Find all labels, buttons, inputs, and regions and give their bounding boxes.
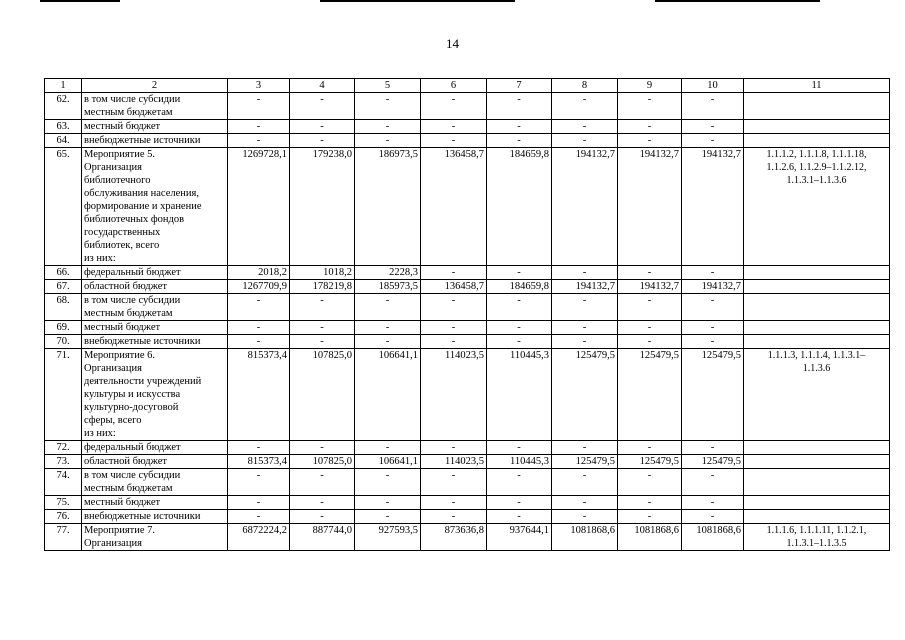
refs-line: 1.1.1.2, 1.1.1.8, 1.1.1.18, <box>766 149 867 160</box>
row-name <box>82 93 228 120</box>
value-cell: - <box>355 441 421 455</box>
value-cell: 1081868,6 <box>682 524 744 551</box>
refs-cell <box>744 93 890 120</box>
row-name <box>82 321 228 335</box>
row-name-line: Организация <box>84 538 142 549</box>
refs-cell <box>744 496 890 510</box>
value-cell: - <box>290 321 355 335</box>
value-cell: 110445,3 <box>487 455 552 469</box>
value-cell: 178219,8 <box>290 280 355 294</box>
value-cell: - <box>552 321 618 335</box>
table-row <box>45 455 890 469</box>
value-cell: 179238,0 <box>290 148 355 266</box>
row-name-line: государственных <box>84 227 161 238</box>
table-row <box>45 134 890 148</box>
row-name-line: Мероприятие 7. <box>84 525 156 536</box>
value-cell: - <box>552 441 618 455</box>
value-cell: - <box>421 134 487 148</box>
row-name <box>82 349 228 441</box>
value-cell: - <box>421 441 487 455</box>
value-cell: - <box>290 441 355 455</box>
refs-cell <box>744 455 890 469</box>
value-cell: - <box>682 496 744 510</box>
row-name-line: в том числе субсидии <box>84 94 181 105</box>
value-cell: - <box>487 294 552 321</box>
value-cell: - <box>552 510 618 524</box>
value-cell: 136458,7 <box>421 280 487 294</box>
column-header: 11 <box>744 79 890 93</box>
value-cell: 1081868,6 <box>618 524 682 551</box>
value-cell: 125479,5 <box>552 455 618 469</box>
value-cell: 873636,8 <box>421 524 487 551</box>
table-row <box>45 321 890 335</box>
row-name-line: внебюджетные источники <box>84 511 201 522</box>
value-cell: 184659,8 <box>487 148 552 266</box>
row-name-line: библиотек, всего <box>84 240 160 251</box>
refs-cell <box>744 469 890 496</box>
value-cell: - <box>682 266 744 280</box>
row-name-line: обслуживания населения, <box>84 188 199 199</box>
column-header: 6 <box>421 79 487 93</box>
value-cell: - <box>618 294 682 321</box>
value-cell: 107825,0 <box>290 349 355 441</box>
value-cell: - <box>228 496 290 510</box>
value-cell: - <box>355 469 421 496</box>
budget-table <box>44 78 890 551</box>
row-name <box>82 335 228 349</box>
top-rule-left <box>40 0 120 2</box>
value-cell: - <box>487 441 552 455</box>
refs-line: 1.1.3.1–1.1.3.5 <box>786 538 847 549</box>
table-row <box>45 349 890 441</box>
value-cell: 106641,1 <box>355 349 421 441</box>
row-name-line: местный бюджет <box>84 121 161 132</box>
row-name-line: Организация <box>84 363 142 374</box>
value-cell: - <box>421 294 487 321</box>
row-name <box>82 120 228 134</box>
value-cell: 194132,7 <box>618 280 682 294</box>
value-cell: 887744,0 <box>290 524 355 551</box>
row-name-line: Мероприятие 5. <box>84 149 156 160</box>
value-cell: - <box>487 496 552 510</box>
table-body <box>45 93 890 551</box>
value-cell: - <box>355 294 421 321</box>
row-number: 69. <box>45 321 82 335</box>
value-cell: - <box>228 120 290 134</box>
row-number: 77. <box>45 524 82 551</box>
refs-cell <box>744 441 890 455</box>
value-cell: - <box>355 335 421 349</box>
value-cell: 194132,7 <box>552 280 618 294</box>
value-cell: - <box>552 266 618 280</box>
value-cell: 136458,7 <box>421 148 487 266</box>
value-cell: - <box>618 266 682 280</box>
row-number: 76. <box>45 510 82 524</box>
value-cell: 125479,5 <box>552 349 618 441</box>
row-number: 67. <box>45 280 82 294</box>
value-cell: - <box>228 321 290 335</box>
value-cell: - <box>290 510 355 524</box>
row-name-line: из них: <box>84 428 116 439</box>
value-cell: - <box>552 134 618 148</box>
value-cell: - <box>487 134 552 148</box>
row-name-line: Организация <box>84 162 142 173</box>
value-cell: - <box>228 441 290 455</box>
value-cell: - <box>487 266 552 280</box>
value-cell: 125479,5 <box>618 455 682 469</box>
value-cell: - <box>487 93 552 120</box>
row-name-line: внебюджетные источники <box>84 135 201 146</box>
value-cell: - <box>421 321 487 335</box>
refs-cell <box>744 148 890 266</box>
row-name <box>82 455 228 469</box>
row-number: 62. <box>45 93 82 120</box>
value-cell: - <box>355 321 421 335</box>
value-cell: - <box>552 294 618 321</box>
value-cell: - <box>228 93 290 120</box>
column-header: 9 <box>618 79 682 93</box>
row-name <box>82 441 228 455</box>
value-cell: - <box>228 469 290 496</box>
value-cell: 194132,7 <box>682 148 744 266</box>
value-cell: - <box>228 335 290 349</box>
column-number-header <box>45 79 890 93</box>
top-rule-center <box>320 0 515 2</box>
row-name-line: местный бюджет <box>84 322 161 333</box>
column-header: 8 <box>552 79 618 93</box>
row-name-line: федеральный бюджет <box>84 267 181 278</box>
value-cell: - <box>355 510 421 524</box>
value-cell: - <box>552 496 618 510</box>
row-name-line: местный бюджет <box>84 497 161 508</box>
refs-cell <box>744 120 890 134</box>
row-name-line: областной бюджет <box>84 281 167 292</box>
value-cell: 185973,5 <box>355 280 421 294</box>
refs-cell <box>744 134 890 148</box>
value-cell: 6872224,2 <box>228 524 290 551</box>
value-cell: 194132,7 <box>682 280 744 294</box>
row-name-line: сферы, всего <box>84 415 142 426</box>
value-cell: 184659,8 <box>487 280 552 294</box>
value-cell: - <box>355 120 421 134</box>
row-name <box>82 280 228 294</box>
value-cell: 815373,4 <box>228 349 290 441</box>
value-cell: - <box>290 469 355 496</box>
refs-cell <box>744 294 890 321</box>
table-row <box>45 148 890 266</box>
table-row <box>45 510 890 524</box>
table-row <box>45 524 890 551</box>
value-cell: - <box>682 120 744 134</box>
refs-cell <box>744 349 890 441</box>
refs-cell <box>744 280 890 294</box>
value-cell: - <box>682 441 744 455</box>
row-name-line: библиотечного <box>84 175 151 186</box>
row-name-line: формирование и хранение <box>84 201 202 212</box>
row-name-line: культуры и искусства <box>84 389 181 400</box>
value-cell: - <box>290 120 355 134</box>
row-number: 74. <box>45 469 82 496</box>
value-cell: - <box>552 335 618 349</box>
value-cell: - <box>355 93 421 120</box>
value-cell: - <box>421 510 487 524</box>
value-cell: - <box>618 93 682 120</box>
row-name-line: местным бюджетам <box>84 107 173 118</box>
refs-cell <box>744 266 890 280</box>
value-cell: 2018,2 <box>228 266 290 280</box>
row-name <box>82 294 228 321</box>
value-cell: 125479,5 <box>682 455 744 469</box>
value-cell: - <box>682 134 744 148</box>
value-cell: 125479,5 <box>618 349 682 441</box>
row-number: 75. <box>45 496 82 510</box>
value-cell: 1081868,6 <box>552 524 618 551</box>
row-name <box>82 496 228 510</box>
value-cell: - <box>290 496 355 510</box>
value-cell: - <box>290 134 355 148</box>
value-cell: 937644,1 <box>487 524 552 551</box>
value-cell: - <box>618 134 682 148</box>
value-cell: - <box>355 496 421 510</box>
value-cell: - <box>421 469 487 496</box>
value-cell: - <box>682 510 744 524</box>
table-row <box>45 441 890 455</box>
value-cell: - <box>552 469 618 496</box>
refs-line: 1.1.3.1–1.1.3.6 <box>786 175 847 186</box>
value-cell: - <box>618 496 682 510</box>
column-header: 10 <box>682 79 744 93</box>
value-cell: - <box>228 294 290 321</box>
value-cell: 107825,0 <box>290 455 355 469</box>
value-cell: 1018,2 <box>290 266 355 280</box>
row-name-line: местным бюджетам <box>84 308 173 319</box>
row-name-line: внебюджетные источники <box>84 336 201 347</box>
value-cell: - <box>487 120 552 134</box>
value-cell: - <box>682 294 744 321</box>
value-cell: 1267709,9 <box>228 280 290 294</box>
column-header: 7 <box>487 79 552 93</box>
row-number: 64. <box>45 134 82 148</box>
row-number: 63. <box>45 120 82 134</box>
value-cell: 110445,3 <box>487 349 552 441</box>
value-cell: - <box>421 496 487 510</box>
column-header: 4 <box>290 79 355 93</box>
refs-line: 1.1.1.6, 1.1.1.11, 1.1.2.1, <box>766 525 867 536</box>
value-cell: - <box>487 335 552 349</box>
column-header: 5 <box>355 79 421 93</box>
value-cell: - <box>290 335 355 349</box>
value-cell: - <box>682 335 744 349</box>
value-cell: - <box>487 321 552 335</box>
table-row <box>45 266 890 280</box>
value-cell: - <box>618 441 682 455</box>
value-cell: - <box>618 321 682 335</box>
value-cell: - <box>487 510 552 524</box>
value-cell: 106641,1 <box>355 455 421 469</box>
table-row <box>45 280 890 294</box>
row-number: 68. <box>45 294 82 321</box>
table-row <box>45 294 890 321</box>
value-cell: - <box>682 321 744 335</box>
value-cell: 194132,7 <box>618 148 682 266</box>
value-cell: - <box>487 469 552 496</box>
top-rule-right <box>655 0 820 2</box>
value-cell: 125479,5 <box>682 349 744 441</box>
table-row <box>45 469 890 496</box>
row-name <box>82 510 228 524</box>
row-name-line: в том числе субсидии <box>84 295 181 306</box>
page-number: 14 <box>446 36 459 51</box>
value-cell: - <box>552 93 618 120</box>
value-cell: - <box>421 120 487 134</box>
value-cell: 927593,5 <box>355 524 421 551</box>
row-name <box>82 266 228 280</box>
value-cell: 194132,7 <box>552 148 618 266</box>
row-name <box>82 469 228 496</box>
value-cell: - <box>682 93 744 120</box>
value-cell: 186973,5 <box>355 148 421 266</box>
refs-line: 1.1.3.6 <box>802 363 831 374</box>
row-number: 65. <box>45 148 82 266</box>
refs-cell <box>744 524 890 551</box>
refs-cell <box>744 321 890 335</box>
row-name <box>82 134 228 148</box>
row-name-line: деятельности учреждений <box>84 376 202 387</box>
value-cell: - <box>228 134 290 148</box>
value-cell: - <box>618 510 682 524</box>
value-cell: - <box>682 469 744 496</box>
row-name-line: культурно-досуговой <box>84 402 179 413</box>
table-row <box>45 496 890 510</box>
value-cell: 114023,5 <box>421 455 487 469</box>
refs-line: 1.1.1.3, 1.1.1.4, 1.1.3.1– <box>767 350 866 361</box>
table-row <box>45 335 890 349</box>
value-cell: - <box>228 510 290 524</box>
value-cell: - <box>355 134 421 148</box>
row-name-line: местным бюджетам <box>84 483 173 494</box>
value-cell: - <box>618 120 682 134</box>
refs-line: 1.1.2.6, 1.1.2.9–1.1.2.12, <box>766 162 867 173</box>
row-number: 66. <box>45 266 82 280</box>
row-name <box>82 524 228 551</box>
refs-cell <box>744 510 890 524</box>
value-cell: 2228,3 <box>355 266 421 280</box>
row-number: 71. <box>45 349 82 441</box>
row-name-line: из них: <box>84 253 116 264</box>
row-name-line: Мероприятие 6. <box>84 350 156 361</box>
column-header: 1 <box>45 79 82 93</box>
row-name-line: в том числе субсидии <box>84 470 181 481</box>
column-header: 2 <box>82 79 228 93</box>
value-cell: 114023,5 <box>421 349 487 441</box>
table-row <box>45 120 890 134</box>
row-name <box>82 148 228 266</box>
row-number: 72. <box>45 441 82 455</box>
refs-cell <box>744 335 890 349</box>
row-name-line: библиотечных фондов <box>84 214 185 225</box>
value-cell: - <box>552 120 618 134</box>
value-cell: - <box>421 266 487 280</box>
value-cell: - <box>421 93 487 120</box>
value-cell: - <box>290 93 355 120</box>
value-cell: 1269728,1 <box>228 148 290 266</box>
column-header: 3 <box>228 79 290 93</box>
row-number: 70. <box>45 335 82 349</box>
value-cell: - <box>290 294 355 321</box>
value-cell: - <box>421 335 487 349</box>
value-cell: - <box>618 335 682 349</box>
value-cell: 815373,4 <box>228 455 290 469</box>
row-name-line: областной бюджет <box>84 456 167 467</box>
value-cell: - <box>618 469 682 496</box>
row-number: 73. <box>45 455 82 469</box>
table-row <box>45 93 890 120</box>
row-name-line: федеральный бюджет <box>84 442 181 453</box>
